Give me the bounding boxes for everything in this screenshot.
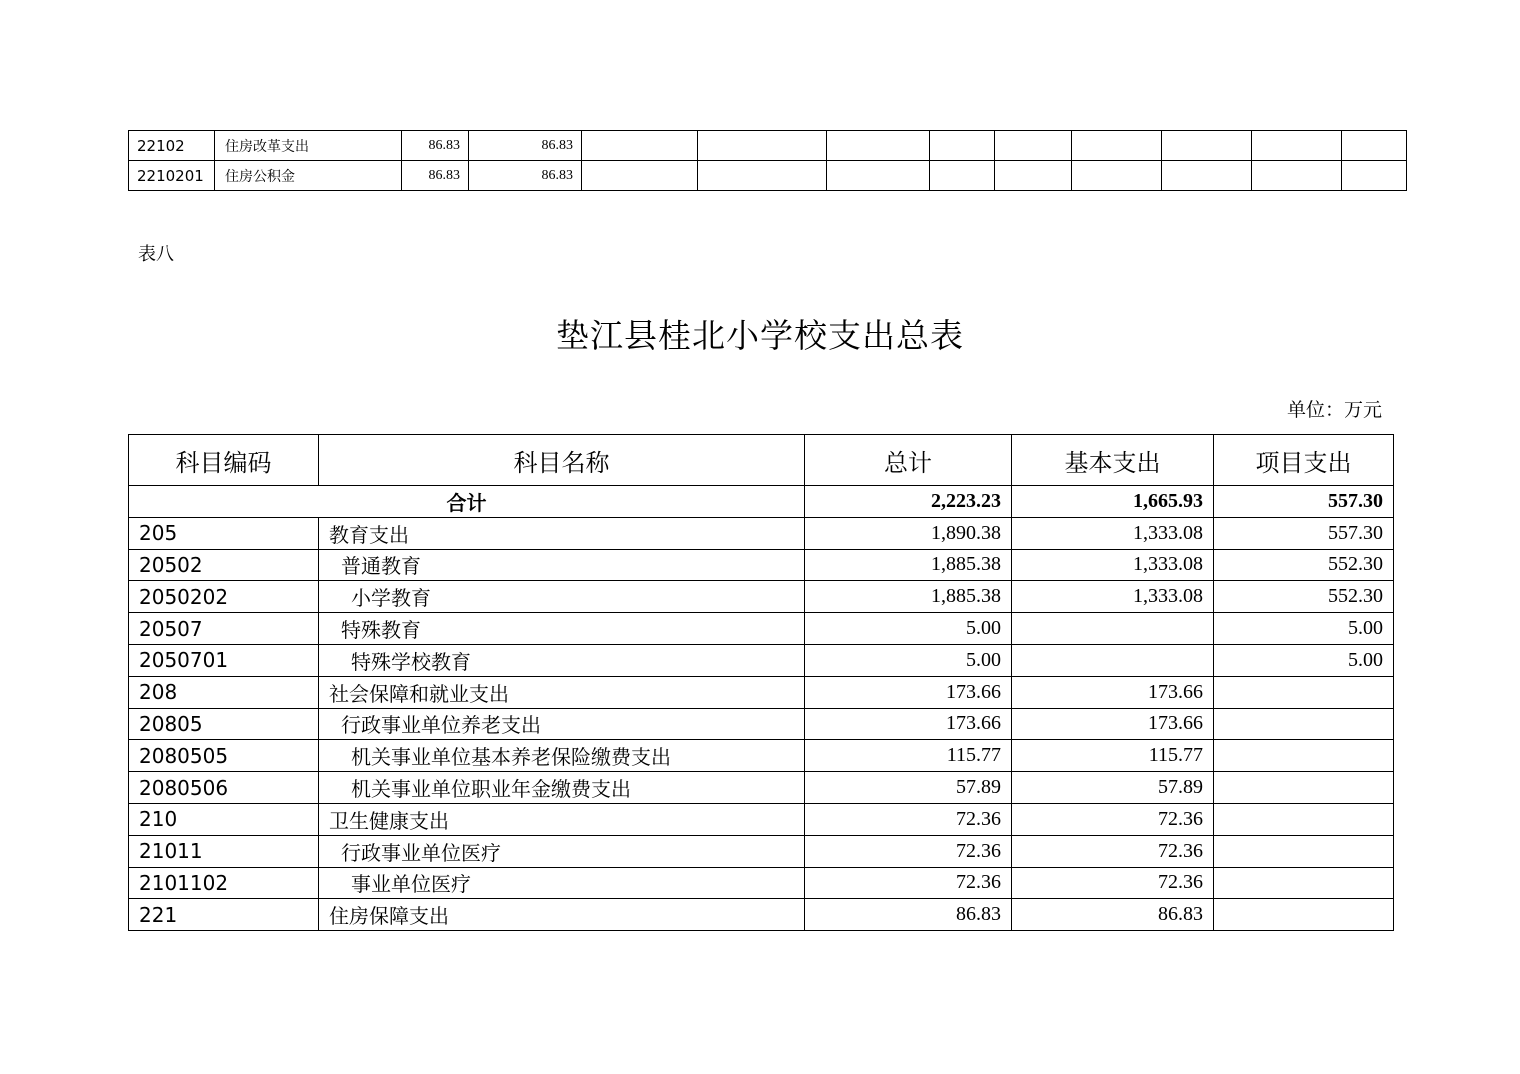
empty-cell xyxy=(1342,161,1407,191)
table-row xyxy=(129,740,1394,772)
row-project xyxy=(1214,676,1394,708)
row-code: 22102 xyxy=(129,131,215,161)
row-name: 行政事业单位医疗 xyxy=(319,835,805,867)
row-value: 86.83 xyxy=(469,131,582,161)
row-project: 552.30 xyxy=(1214,581,1394,613)
row-value: 86.83 xyxy=(402,161,469,191)
row-code: 205 xyxy=(129,517,319,549)
row-basic: 72.36 xyxy=(1012,867,1214,899)
table-row xyxy=(129,803,1394,835)
row-code: 208 xyxy=(129,676,319,708)
row-project xyxy=(1214,708,1394,740)
total-label: 合计 xyxy=(129,486,805,518)
header-project: 项目支出 xyxy=(1214,435,1394,486)
row-basic: 86.83 xyxy=(1012,899,1214,931)
table-row xyxy=(129,772,1394,804)
row-code: 221 xyxy=(129,899,319,931)
table-row xyxy=(129,517,1394,549)
row-total: 5.00 xyxy=(805,644,1012,676)
row-code: 2050701 xyxy=(129,644,319,676)
row-code: 20502 xyxy=(129,549,319,581)
row-code: 2080505 xyxy=(129,740,319,772)
table-row xyxy=(129,581,1394,613)
empty-cell xyxy=(930,131,995,161)
table-row xyxy=(129,899,1394,931)
row-name: 普通教育 xyxy=(319,549,805,581)
empty-cell xyxy=(930,161,995,191)
row-name: 特殊教育 xyxy=(319,613,805,645)
table-row xyxy=(129,161,1407,191)
row-name: 住房改革支出 xyxy=(215,131,402,161)
row-basic: 115.77 xyxy=(1012,740,1214,772)
row-value: 86.83 xyxy=(469,161,582,191)
row-total: 173.66 xyxy=(805,708,1012,740)
row-name: 机关事业单位基本养老保险缴费支出 xyxy=(319,740,805,772)
row-name: 机关事业单位职业年金缴费支出 xyxy=(319,772,805,804)
empty-cell xyxy=(827,161,930,191)
empty-cell xyxy=(698,131,827,161)
empty-cell xyxy=(1342,131,1407,161)
row-code: 2050202 xyxy=(129,581,319,613)
row-name: 特殊学校教育 xyxy=(319,644,805,676)
row-total: 86.83 xyxy=(805,899,1012,931)
header-name: 科目名称 xyxy=(319,435,805,486)
empty-cell xyxy=(995,161,1072,191)
row-total: 1,890.38 xyxy=(805,517,1012,549)
row-code: 20507 xyxy=(129,613,319,645)
table-row xyxy=(129,613,1394,645)
row-code: 2080506 xyxy=(129,772,319,804)
row-name: 行政事业单位养老支出 xyxy=(319,708,805,740)
row-project xyxy=(1214,867,1394,899)
empty-cell xyxy=(1252,131,1342,161)
header-code: 科目编码 xyxy=(129,435,319,486)
table-row xyxy=(129,867,1394,899)
row-name: 社会保障和就业支出 xyxy=(319,676,805,708)
row-name: 小学教育 xyxy=(319,581,805,613)
row-code: 20805 xyxy=(129,708,319,740)
row-basic: 173.66 xyxy=(1012,708,1214,740)
table-number-label: 表八 xyxy=(138,244,174,265)
row-code: 2210201 xyxy=(129,161,215,191)
row-basic xyxy=(1012,644,1214,676)
row-code: 21011 xyxy=(129,835,319,867)
row-total: 1,885.38 xyxy=(805,581,1012,613)
empty-cell xyxy=(698,161,827,191)
table-row xyxy=(129,835,1394,867)
unit-label: 单位：万元 xyxy=(1286,399,1382,421)
table-row xyxy=(129,549,1394,581)
empty-cell xyxy=(827,131,930,161)
empty-cell xyxy=(1072,161,1162,191)
row-project: 5.00 xyxy=(1214,613,1394,645)
empty-cell xyxy=(1252,161,1342,191)
row-basic: 72.36 xyxy=(1012,803,1214,835)
table-row xyxy=(129,644,1394,676)
row-basic: 173.66 xyxy=(1012,676,1214,708)
row-value: 86.83 xyxy=(402,131,469,161)
row-basic: 57.89 xyxy=(1012,772,1214,804)
row-basic: 1,333.08 xyxy=(1012,517,1214,549)
row-project xyxy=(1214,835,1394,867)
header-basic: 基本支出 xyxy=(1012,435,1214,486)
row-project xyxy=(1214,899,1394,931)
page-title: 垫江县桂北小学校支出总表 xyxy=(556,316,964,355)
row-code: 210 xyxy=(129,803,319,835)
row-project xyxy=(1214,772,1394,804)
empty-cell xyxy=(1072,131,1162,161)
row-basic: 72.36 xyxy=(1012,835,1214,867)
header-total: 总计 xyxy=(805,435,1012,486)
empty-cell xyxy=(582,161,698,191)
total-row xyxy=(129,486,1394,518)
table-row xyxy=(129,676,1394,708)
row-basic xyxy=(1012,613,1214,645)
row-total: 57.89 xyxy=(805,772,1012,804)
total-project: 557.30 xyxy=(1214,486,1394,518)
row-name: 事业单位医疗 xyxy=(319,867,805,899)
row-project xyxy=(1214,740,1394,772)
row-project: 552.30 xyxy=(1214,549,1394,581)
table-row xyxy=(129,131,1407,161)
table-header-row xyxy=(129,435,1394,486)
row-total: 72.36 xyxy=(805,835,1012,867)
row-total: 5.00 xyxy=(805,613,1012,645)
row-total: 1,885.38 xyxy=(805,549,1012,581)
previous-table-continuation xyxy=(128,130,1407,191)
row-project: 557.30 xyxy=(1214,517,1394,549)
row-name: 住房保障支出 xyxy=(319,899,805,931)
expenditure-summary-table xyxy=(128,434,1394,931)
row-name: 教育支出 xyxy=(319,517,805,549)
row-project: 5.00 xyxy=(1214,644,1394,676)
row-total: 72.36 xyxy=(805,867,1012,899)
row-project xyxy=(1214,803,1394,835)
row-basic: 1,333.08 xyxy=(1012,549,1214,581)
total-sum: 2,223.23 xyxy=(805,486,1012,518)
empty-cell xyxy=(1162,161,1252,191)
row-name: 卫生健康支出 xyxy=(319,803,805,835)
row-name: 住房公积金 xyxy=(215,161,402,191)
total-basic: 1,665.93 xyxy=(1012,486,1214,518)
row-basic: 1,333.08 xyxy=(1012,581,1214,613)
empty-cell xyxy=(582,131,698,161)
empty-cell xyxy=(1162,131,1252,161)
table-row xyxy=(129,708,1394,740)
row-code: 2101102 xyxy=(129,867,319,899)
empty-cell xyxy=(995,131,1072,161)
row-total: 173.66 xyxy=(805,676,1012,708)
row-total: 115.77 xyxy=(805,740,1012,772)
row-total: 72.36 xyxy=(805,803,1012,835)
